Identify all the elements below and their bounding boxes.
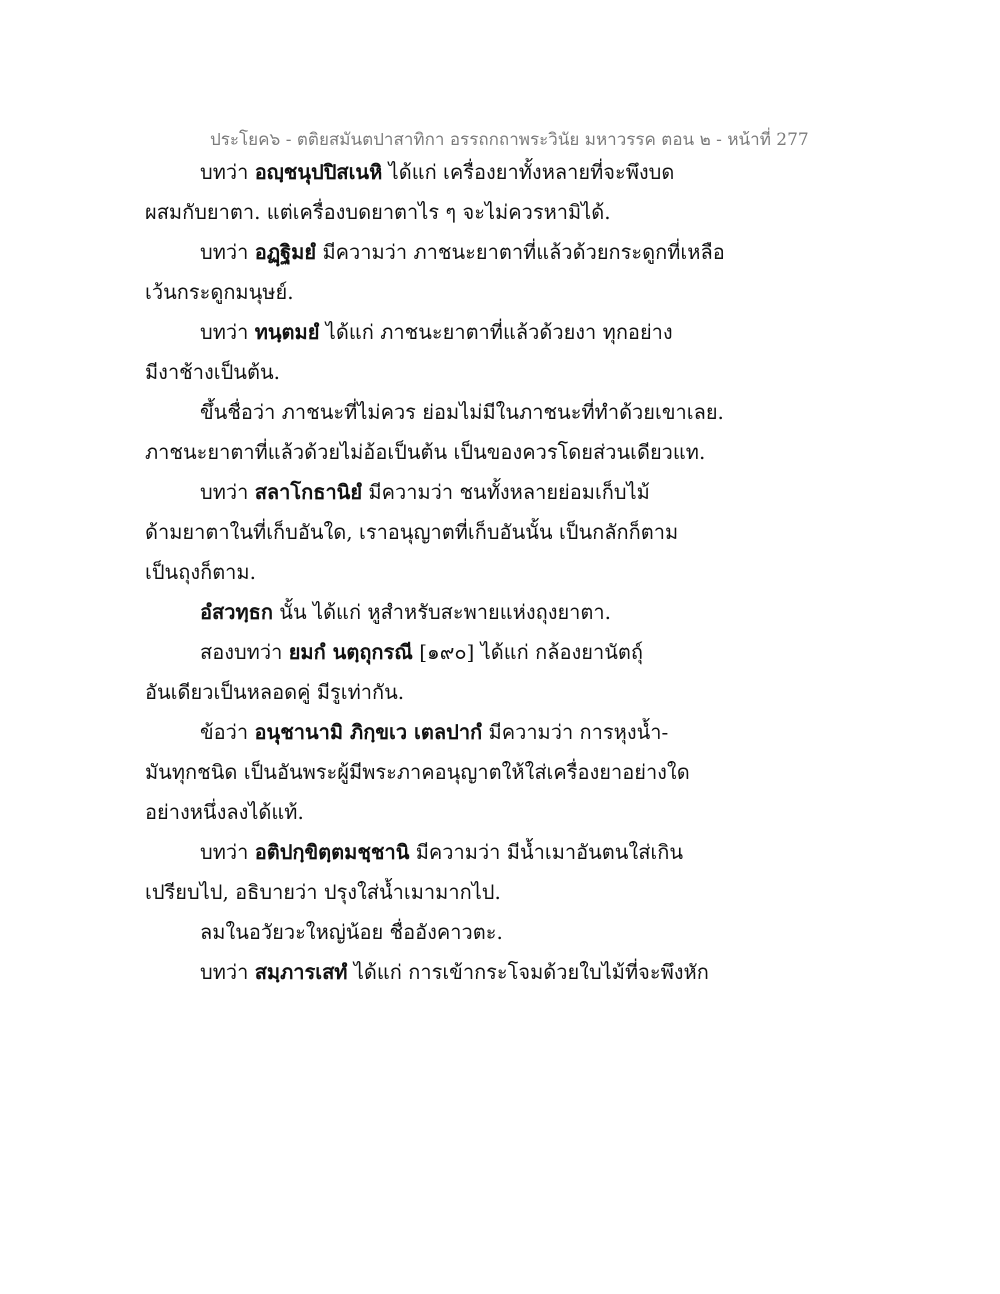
line-text: ได้แก่ เครื่องยาทั้งหลายที่จะพึงบด [382,160,675,184]
text-line [200,398,724,426]
text-line [200,478,650,506]
pali-term: อญฺชนุปปิสเนหิ [254,160,383,184]
line-text: มีงาช้างเป็นต้น. [145,360,280,384]
text-line [200,958,709,986]
line-text: เว้นกระดูกมนุษย์. [145,280,294,304]
text-line [200,918,503,946]
text-line [145,358,280,386]
pali-term: ทนฺตมยํ [254,320,320,344]
line-text: ลมในอวัยวะใหญ่น้อย ชื่ออังคาวตะ. [200,920,503,944]
text-line [200,238,725,266]
line-text: สองบทว่า [200,640,289,664]
line-text: ด้ามยาตาในที่เก็บอันใด, เราอนุญาตที่เก็บอันนั้น เป็นกลักก็ตาม [145,520,679,544]
line-text: อันเดียวเป็นหลอดคู่ มีรูเท่ากัน. [145,680,405,704]
line-text: บทว่า [200,960,255,984]
line-text: ได้แก่ ภาชนะยาตาที่แล้วด้วยงา ทุกอย่าง [319,320,673,344]
pali-term: อนุชานามิ ภิกฺขเว เตลปากํ [254,720,483,744]
text-line [200,318,673,346]
text-line [200,718,668,746]
pali-term: อติปกฺขิตฺตมชฺชานิ [254,840,410,864]
line-text: บทว่า [200,240,255,264]
line-text: ข้อว่า [200,720,255,744]
line-text: มีความว่า ภาชนะยาตาที่แล้วด้วยกระดูกที่เหลือ [316,240,725,264]
line-text: มีความว่า มีน้ำเมาอันตนใส่เกิน [409,840,684,864]
text-line [200,638,643,666]
line-text: เป็นถุงก็ตาม. [145,560,256,584]
pali-term: ยมกํ นตฺถุกรณี [288,640,413,664]
line-text: [๑๙๐] ได้แก่ กล้องยานัตถุ์ [412,640,643,664]
line-text: นั้น ได้แก่ หูสำหรับสะพายแห่งถุงยาตา. [272,600,611,624]
line-text: ขึ้นชื่อว่า ภาชนะที่ไม่ควร ย่อมไม่มีในภาชนะที่ทำด้วยเขาเลย. [200,400,724,424]
line-text: บทว่า [200,840,255,864]
line-text: ผสมกับยาตา. แต่เครื่องบดยาตาไร ๆ จะไม่ควรหามิได้. [145,200,611,224]
line-text: ได้แก่ การเข้ากระโจมด้วยใบไม้ที่จะพึงหัก [347,960,709,984]
text-line [145,798,304,826]
text-line [145,678,404,706]
text-line [200,598,611,626]
line-text: เปรียบไป, อธิบายว่า ปรุงใส่น้ำเมามากไป. [145,880,501,904]
line-text: ภาชนะยาตาที่แล้วด้วยไม่อ้อเป็นต้น เป็นของควรโดยส่วนเดียวแท. [145,440,706,464]
line-text: บทว่า [200,480,255,504]
text-line [200,158,674,186]
text-line [145,558,256,586]
text-line [145,198,611,226]
line-text: บทว่า [200,160,255,184]
text-line [200,838,683,866]
text-line [145,758,690,786]
line-text: มีความว่า การหุงน้ำ- [482,720,669,744]
pali-term: สมฺภารเสทํ [254,960,348,984]
line-text: บทว่า [200,320,255,344]
pali-term: อํสวทฺธก [200,600,273,624]
line-text: มีความว่า ชนทั้งหลายย่อมเก็บไม้ [362,480,650,504]
text-line [145,278,294,306]
line-text: อย่างหนึ่งลงได้แท้. [145,800,304,824]
text-line [145,878,501,906]
text-line [145,518,678,546]
pali-term: อฏฺฐิมยํ [254,240,317,264]
page-header: ประโยค๖ - ตติยสมันตปาสาทิกา อรรถกถาพระวินัย มหาวรรค ตอน ๒ - หน้าที่ 277 [210,130,809,150]
pali-term: สลาโกธานิยํ [254,480,363,504]
text-line [145,438,705,466]
line-text: มันทุกชนิด เป็นอันพระผู้มีพระภาคอนุญาตให้ใส่เครื่องยาอย่างใด [145,760,690,784]
